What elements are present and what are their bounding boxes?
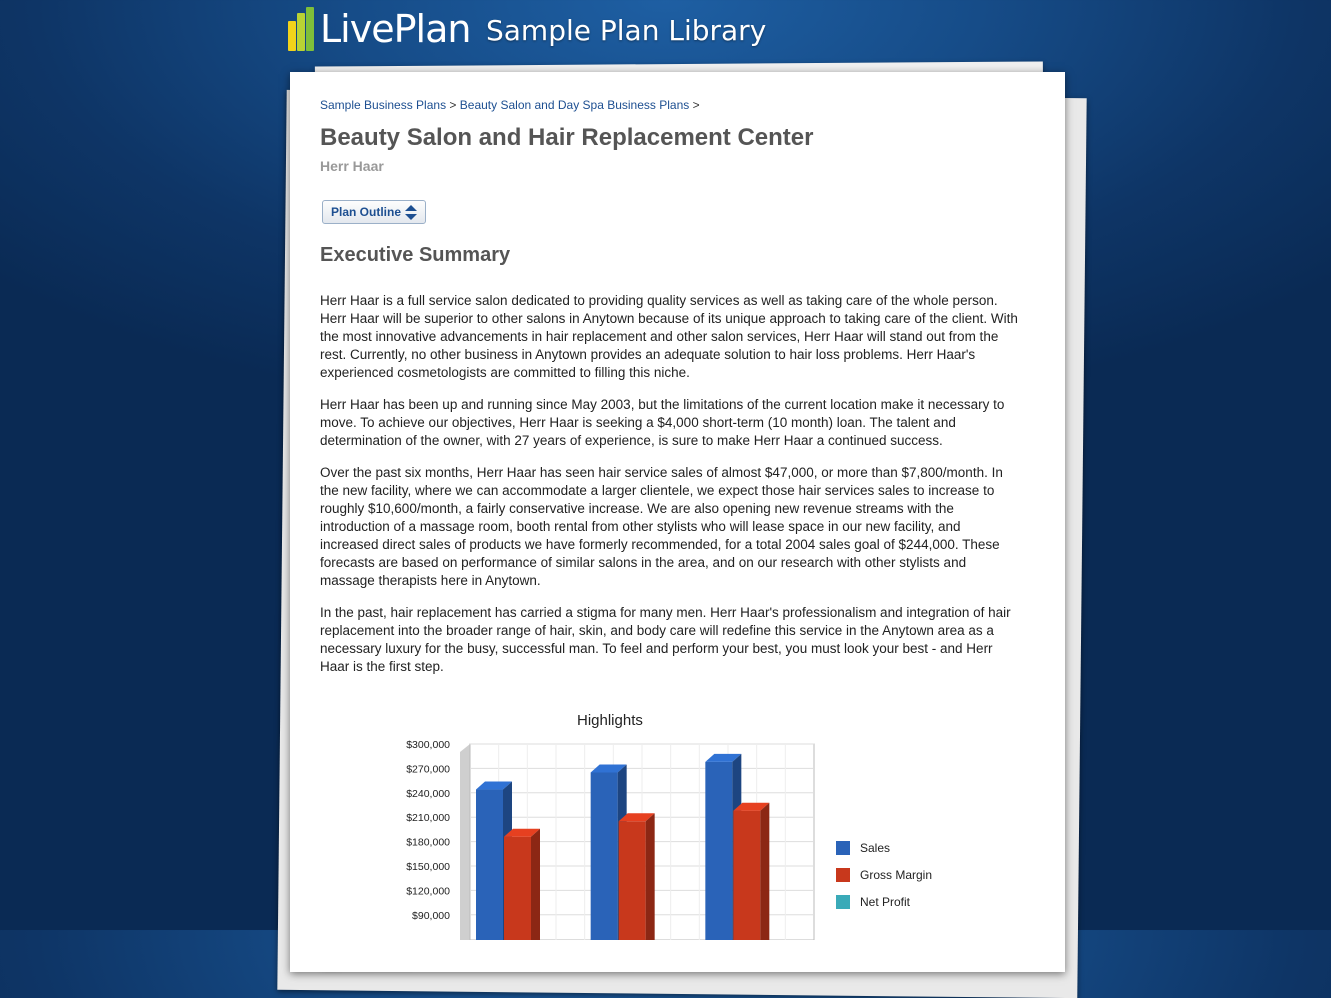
legend-label: Net Profit [860,894,911,909]
y-tick-label: $150,000 [406,861,450,873]
bar-sales [591,772,618,940]
logo-bars-icon [288,7,318,51]
liveplan-logo[interactable] [288,6,470,52]
plan-outline-label: Plan Outline [331,205,402,219]
y-tick-label: $120,000 [406,885,450,898]
paragraph: Herr Haar is a full service salon dedicated to providing quality services as well as taking care of the whole person. Herr Haar will be superior to other salons in Anytown because of its unique approach to taking care of the client. With the most innovative advancements in hair replacement and other salon services, Herr Haar will stand out from the rest. Currently, no other business in Anytown provides an adequate solution to hair loss problems. Herr Haar's experienced cosmetologists are committed to filling this niche. [320,293,1018,380]
paragraph: In the past, hair replacement has carried a stigma for many men. Herr Haar's professionalism and integration of hair replacement into the broader range of hair, skin, and body care will redefine this service in the Anytown area as a necessary luxury for the busy, successful man. To feel and perform your best, you must look your best - and Herr Haar is the first step. [320,605,1011,674]
section-heading: Executive Summary [320,244,511,266]
y-tick-label: $270,000 [406,763,450,776]
breadcrumb-separator: > [449,98,457,112]
y-tick-label: $90,000 [412,909,450,922]
y-tick-label: $240,000 [406,787,450,800]
bar-gross-margin [619,821,646,940]
bar-side [646,813,655,940]
company-name: Herr Haar [320,158,384,174]
bar-gross-margin [733,811,760,940]
chart-title: Highlights [577,712,643,729]
bar-sales [476,790,503,940]
up-down-arrows-icon [405,205,417,220]
legend-label: Sales [860,840,891,855]
highlights-chart [390,740,830,940]
y-tick-label: $210,000 [406,812,450,825]
top-banner [0,0,1331,70]
legend-swatch-gross-margin [836,868,850,882]
legend-label: Gross Margin [860,867,933,882]
legend-item-sales [836,834,932,861]
paragraph: Herr Haar has been up and running since May 2003, but the limitations of the current location make it necessary to move. To achieve our objectives, Herr Haar is seeking a $4,000 short-term (10 month) loan. The talent and determination of the owner, with 27 years of experience, is sure to make Herr Haar a continued success. [320,397,1005,448]
paragraph: Over the past six months, Herr Haar has seen hair service sales of almost $47,000, or more than $7,800/month. In the new facility, where we can accommodate a larger clientele, we expect those hair services sales to increase to roughly $10,600/month, a fairly conservative increase. We are also opening new revenue streams with the introduction of a massage room, booth rental from other stylists who will lease space in our new facility, and increased direct sales of products we have formerly recommended, for a total 2004 sales goal of $244,000. These forecasts are based on performance of similar salons in the area, and on our research with other stylists and massage therapists here in Anytown. [320,465,1003,588]
legend-item-net-profit [836,888,932,915]
library-title: Sample Plan Library [486,14,767,47]
breadcrumb-item-beauty-salon[interactable]: Beauty Salon and Day Spa Business Plans [459,98,690,112]
y-tick-label: $180,000 [406,836,450,849]
logo-text: LivePlan [320,7,471,51]
legend-swatch-net-profit [836,895,850,909]
plan-page [290,72,1065,972]
bar-gross-margin [504,837,531,940]
bar-side [531,829,540,940]
breadcrumb-item-sample-plans[interactable]: Sample Business Plans [320,98,447,112]
section-body [320,292,1020,690]
y-tick-label: $300,000 [406,740,450,751]
breadcrumb-separator: > [692,98,700,112]
plan-outline-button[interactable] [322,200,426,224]
chart-legend [836,834,932,915]
breadcrumb [320,98,700,112]
page-title: Beauty Salon and Hair Replacement Center [320,124,814,151]
bar-sales [705,762,732,940]
chart-side-wall [460,744,470,940]
bar-side [760,803,769,940]
legend-item-gross-margin [836,861,932,888]
legend-swatch-sales [836,841,850,855]
